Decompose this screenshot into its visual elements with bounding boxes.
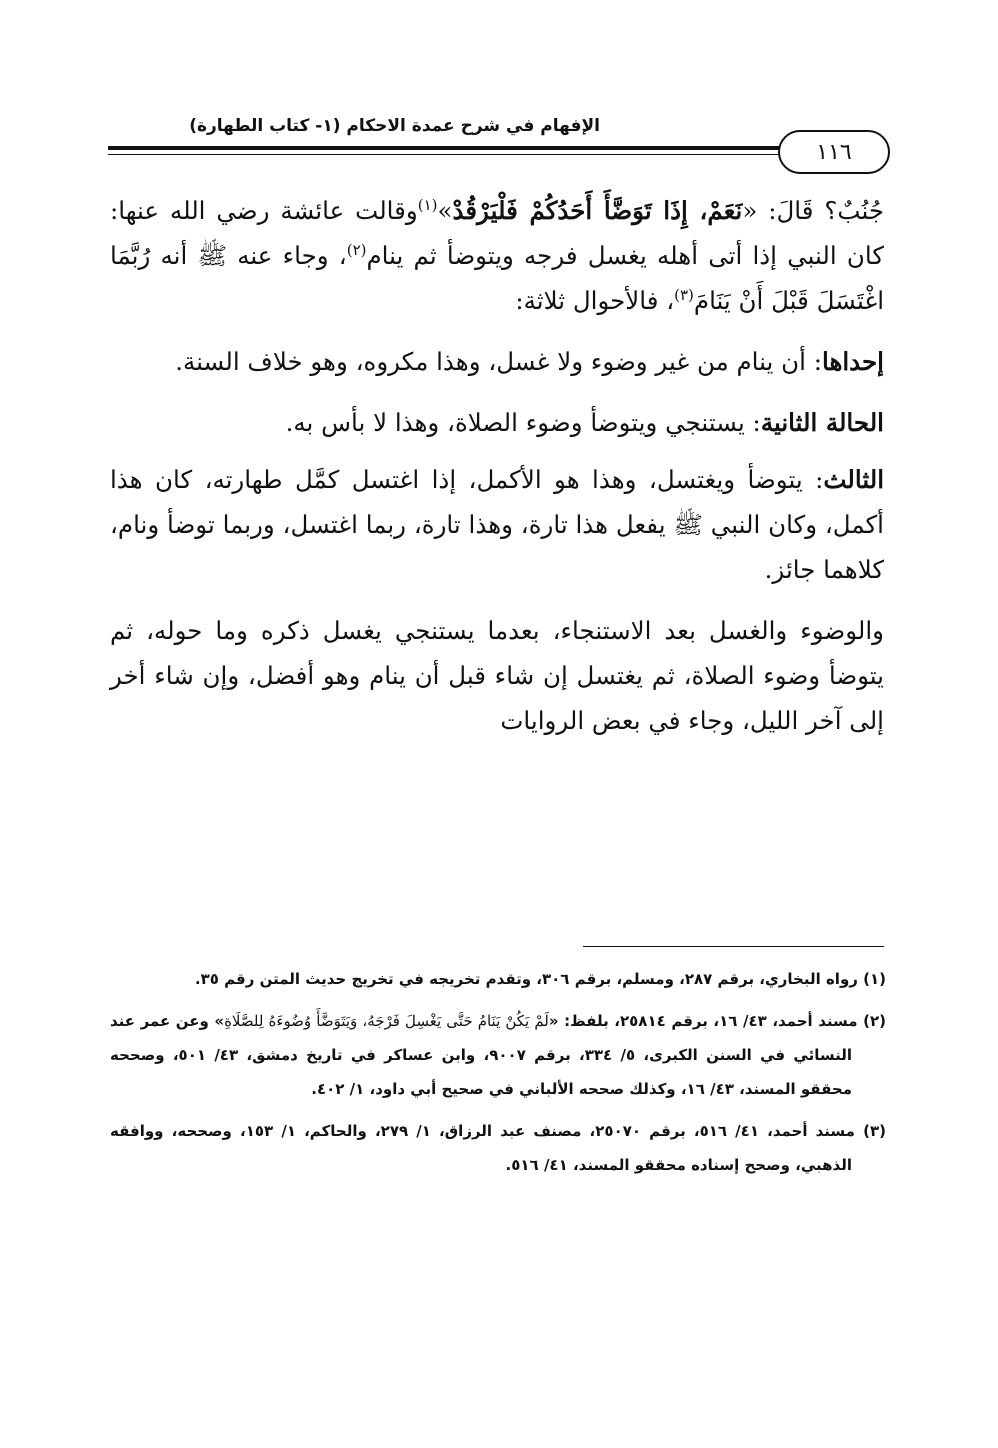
footnotes: [110, 962, 886, 1190]
paragraph-5: [110, 608, 884, 743]
footnote-3: (٣) مسند أحمد، ٤١/ ٥١٦، برقم ٢٥٠٧٠، مصنف عبد الرزاق، ١/ ٢٧٩، والحاكم، ١/ ١٥٣، وصححه، ووافقه الذهبي، وصحح إسناده محققو المسند، ٤١/ ٥١٦.: [110, 1122, 886, 1174]
p1-text-a: جُنُبٌ؟ قَالَ: «: [742, 196, 884, 225]
p4-text: : يتوضأ ويغتسل، وهذا هو الأكمل، إذا اغتسل كمَّل طهارته، كان هذا أكمل، وكان النبي ﷺ يفعل هذا تارة، وهذا تارة، ربما اغتسل، وربما توضأ ونام، كلاهما جائز.: [110, 465, 884, 584]
p3-lead: الحالة الثانية: [760, 408, 884, 437]
p2-lead: إحداها: [821, 347, 884, 376]
p1-text-c: وقالت عائشة رضي الله عنها: كان النبي إذا أتى أهله يغسل فرجه ويتوضأ ثم ينام: [110, 196, 885, 270]
page-number: ١١٦: [778, 130, 890, 174]
page-header: [108, 104, 890, 184]
p3-text: : يستنجي ويتوضأ وضوء الصلاة، وهذا لا بأس به.: [285, 408, 761, 437]
paragraph-2: [110, 339, 884, 384]
footnote-1: (١) رواه البخاري، برقم ٢٨٧، ومسلم، برقم ٣٠٦، وتقدم تخريجه في تخريج حديث المتن رقم ٣٥.: [194, 970, 886, 988]
book-title: الإفهام في شرح عمدة الاحكام (١- كتاب الطهارة): [189, 116, 600, 136]
p1-text-e: ، فالأحوال ثلاثة:: [515, 286, 675, 315]
p4-lead: الثالث: [823, 465, 884, 494]
p2-text: : أن ينام من غير وضوء ولا غسل، وهذا مكروه، وهو خلاف السنة.: [175, 347, 822, 376]
footnote-2: [110, 1004, 886, 1106]
header-rule-thin: [108, 154, 788, 155]
paragraph-4: [110, 457, 884, 592]
footnote-ref-2: (٢): [346, 240, 367, 259]
footnote-2-b: » وعن عمر عند النسائي في السنن الكبرى، ٥/ ٣٣٤، برقم ٩٠٠٧، وابن عساكر في تاريخ دمشق، ٤٣/ ٥٠١، وصححه محققو المسند، ٤٣/ ١٦، وكذلك صححه الألباني في صحيح أبي داود، ١/ ٤٠٢.: [110, 1012, 852, 1098]
hadith-quote: نَعَمْ، إِذَا تَوَضَّأَ أَحَدُكُمْ فَلْيَرْقُدْ: [452, 196, 743, 225]
footnote-ref-1: (١): [417, 195, 438, 214]
footnote-2-a: (٢) مسند أحمد، ٤٣/ ١٦، برقم ٢٥٨١٤، بلفظ: «: [548, 1012, 886, 1030]
p5-text: والوضوء والغسل بعد الاستنجاء، بعدما يستنجي يغسل ذكره وما حوله، ثم يتوضأ وضوء الصلاة، ثم يغتسل إن شاء قبل أن ينام وهو أفضل، وإن شاء أخر إلى آخر الليل، وجاء في بعض الروايات: [110, 616, 884, 735]
paragraph-1: [110, 188, 884, 323]
p1-text-d: ، وجاء عنه ﷺ أنه رُبَّمَا اغْتَسَلَ قَبْلَ أَنْ يَنَامَ: [110, 241, 884, 315]
main-text: [110, 188, 884, 759]
paragraph-3: [110, 400, 884, 445]
footnote-ref-3: (٣): [674, 285, 694, 304]
header-rule-thick: [108, 146, 788, 150]
footnote-separator: [583, 946, 884, 947]
p1-text-b: »: [437, 196, 453, 225]
footnote-2-quote: لَمْ يَكُنْ يَنَامُ حَتَّى يَغْسِلَ فَرْجَهُ، وَيَتَوَضَّأَ وُضُوءَهُ لِلصَّلَاةِ: [224, 1012, 549, 1030]
